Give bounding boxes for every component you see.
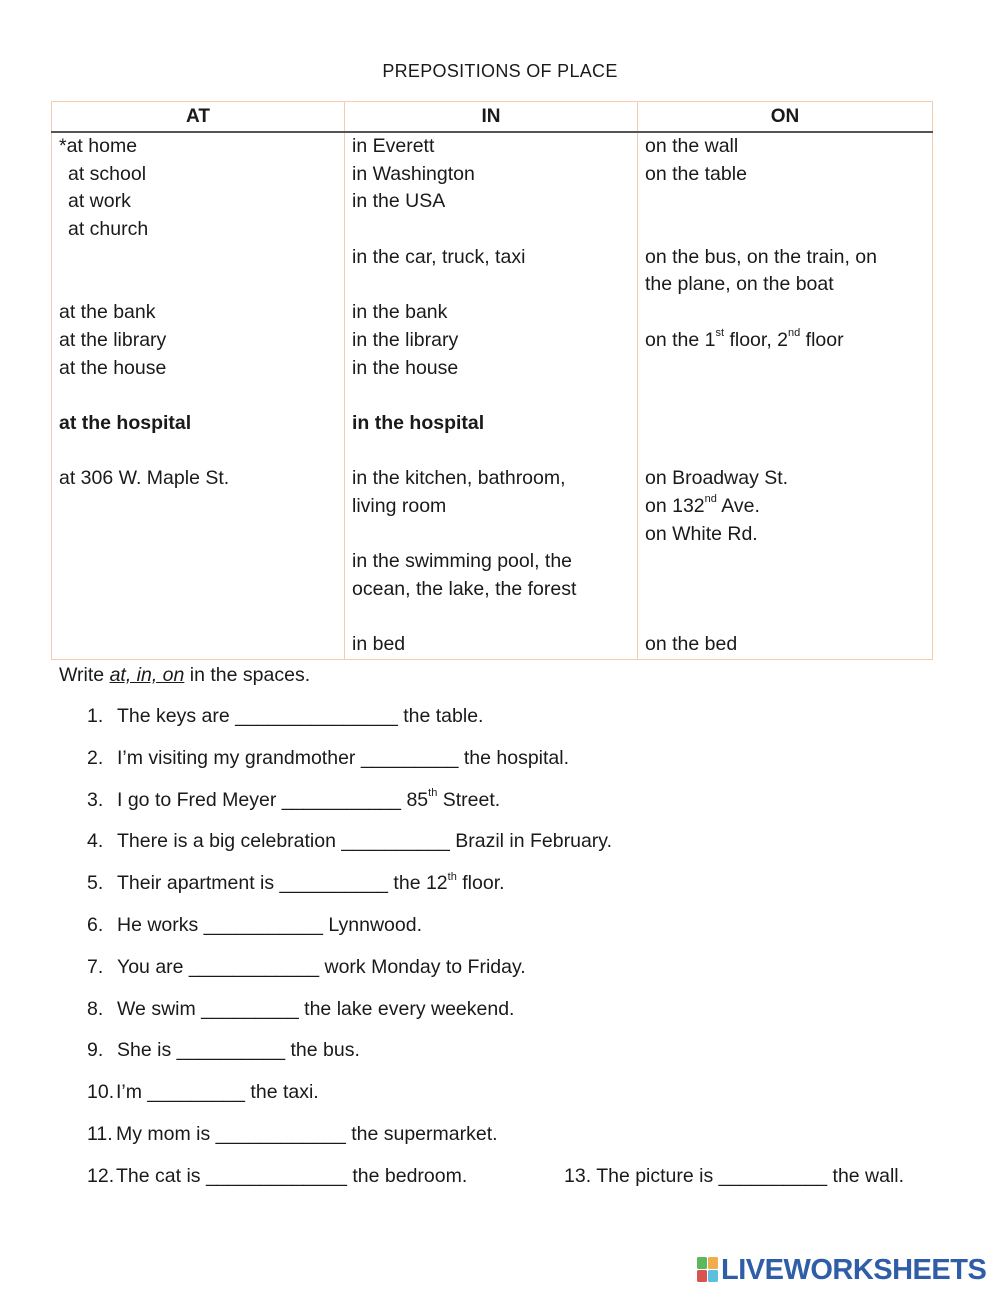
blank-line [352,438,631,466]
floor-text-a: on the 1 [645,328,716,351]
exercise-text: He works ___________ Lynnwood. [117,913,422,936]
blank-line [352,604,631,632]
list-item: on the bus, on the train, on [645,245,878,268]
column-in [345,132,638,660]
list-item: in Everett [352,135,435,157]
list-item: at 306 W. Maple St. [59,467,230,490]
blank-line [645,576,926,604]
exercise-number: 3. [87,788,104,811]
exercise-item[interactable] [87,747,612,789]
exercise-text: There is a big celebration __________ Brazil in February. [117,830,613,853]
exercise-text: I’m visiting my grandmother _________ the hospital. [117,746,570,769]
exercise-list [87,705,905,1207]
prepositions-table [51,101,933,660]
list-item: in the library [352,328,459,351]
exercise-number: 10. [87,1081,115,1104]
blank-line [645,216,926,244]
exercise-text: I’m _________ the taxi. [116,1081,319,1104]
exercise-text: The cat is _____________ the bedroom. [116,1164,468,1187]
blank-line [59,382,338,410]
exercise-item[interactable] [87,1164,905,1207]
list-item: on Broadway St. [645,467,789,490]
exercise-item[interactable] [87,914,612,956]
exercise-number: 4. [87,830,104,853]
blank-line [352,271,631,299]
logo-mark-icon [697,1257,719,1283]
column-at [52,132,345,660]
floor-text-c: floor [800,328,844,351]
exercise-item[interactable] [87,1039,612,1081]
list-item: in bed [352,633,406,656]
list-item: in the swimming pool, the [352,550,573,573]
list-item: living room [352,494,447,517]
floor-text-b: floor, 2 [724,328,789,351]
blank-line [645,604,926,632]
exercise-text: We swim _________ the lake every weekend. [117,997,515,1020]
blank-line [352,216,631,244]
list-item: at church [68,218,149,241]
exercise-number: 9. [87,1039,104,1062]
exercise-sup: th [447,870,457,883]
logo-squares-icon [697,1257,719,1283]
exercise-text: The picture is __________ the wall. [596,1164,905,1187]
floor-sup-2: nd [788,327,801,340]
exercise-text: I go to Fred Meyer ___________ 85 [117,788,429,811]
exercise-text: Their apartment is __________ the 12 [117,872,448,895]
list-item: at the house [59,356,167,379]
instructions-suffix: in the spaces. [184,664,311,686]
blank-line [352,521,631,549]
exercise-number: 8. [87,997,104,1020]
exercise-text-b: floor. [456,872,505,895]
list-item: in the bank [352,301,448,324]
exercise-number: 7. [87,955,104,978]
exercise-item[interactable] [87,998,612,1040]
list-item: at the hospital [59,411,192,434]
blank-line [645,382,926,410]
list-item: in the car, truck, taxi [352,245,526,268]
exercise-number: 11. [87,1122,113,1145]
instructions-words: at, in, on [109,664,185,686]
list-item: at work [68,190,131,213]
header-at: AT [52,102,345,133]
list-item: at the library [59,328,167,351]
header-in: IN [345,102,638,133]
page-title: PREPOSITIONS OF PLACE [382,61,618,81]
list-item: ocean, the lake, the forest [352,578,577,600]
exercise-sup: th [428,787,438,800]
header-on: ON [638,102,933,133]
exercise-item[interactable] [87,872,612,914]
list-item: at school [68,162,147,185]
list-item [645,327,926,355]
list-item: in the hospital [352,411,485,434]
list-item: *at home [59,135,138,157]
ave-text-a: on 132 [645,494,705,517]
list-item: on White Rd. [645,522,758,545]
exercise-number: 12. [87,1164,115,1187]
exercise-number: 13. [564,1164,592,1187]
exercise-text: The keys are _______________ the table. [117,705,484,727]
instructions [59,664,310,687]
instructions-prefix: Write [59,664,110,686]
exercise-text: You are ____________ work Monday to Friday. [117,955,526,978]
column-on [638,132,933,660]
exercise-item[interactable] [87,789,612,831]
list-item: in the kitchen, bathroom, [352,467,566,490]
blank-line [645,410,926,438]
list-item: the plane, on the boat [645,273,834,296]
list-item: in the house [352,356,459,379]
list-item: in the USA [352,190,446,213]
blank-line [352,382,631,410]
exercise-text: My mom is ____________ the supermarket. [116,1122,498,1145]
exercise-number: 6. [87,913,104,936]
exercise-text-b: Street. [437,788,501,811]
list-item: in Washington [352,162,475,185]
exercise-number: 2. [87,746,104,769]
list-item: on the bed [645,633,738,656]
table-header-row [52,102,933,133]
exercise-number: 5. [87,872,104,895]
blank-line [645,299,926,327]
exercise-text: She is __________ the bus. [117,1039,360,1062]
blank-line [645,355,926,383]
blank-line [59,271,338,299]
list-item: on the table [645,162,747,185]
exercise-item[interactable] [87,1123,612,1165]
exercise-item[interactable] [87,705,612,747]
exercise-number: 1. [87,705,104,727]
logo-text: LIVEWORKSHEETS [721,1253,987,1286]
blank-line [645,438,926,466]
ave-sup: nd [704,493,717,506]
ave-text-b: Ave. [716,494,760,517]
exercise-item[interactable] [87,956,612,998]
liveworksheets-logo [697,1254,986,1286]
blank-line [59,438,338,466]
exercise-item-13[interactable] [564,1165,904,1188]
blank-line [59,244,338,272]
list-item: on the wall [645,135,739,157]
exercise-item[interactable] [87,830,612,872]
exercise-item[interactable] [87,1081,612,1123]
blank-line [645,188,926,216]
floor-sup-1: st [715,327,725,340]
list-item: at the bank [59,301,156,324]
blank-line [645,548,926,576]
list-item [645,493,926,521]
